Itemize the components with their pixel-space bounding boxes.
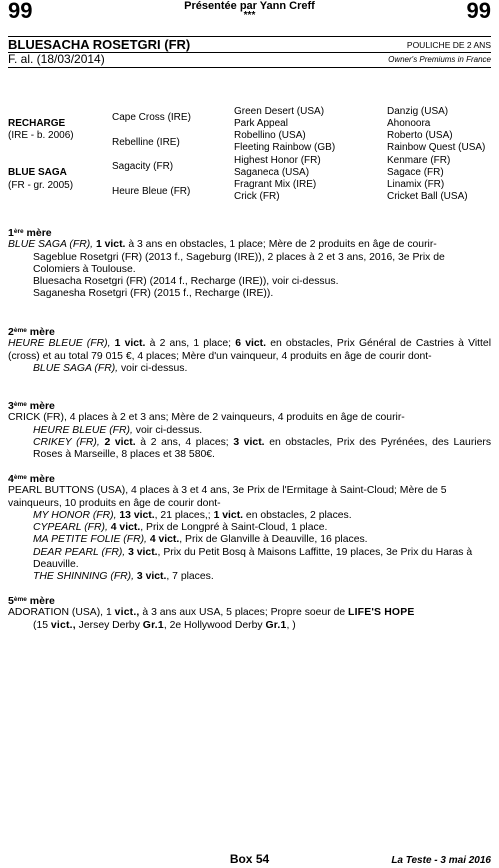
- colour-birthdate: F. al. (18/03/2014): [8, 52, 105, 66]
- gen3-ancestor: Fragrant Mix (IRE): [234, 179, 317, 190]
- section-second-dam: [8, 325, 491, 375]
- dam-name: BLUE SAGA: [8, 167, 67, 178]
- dam-record: BLUE SAGA (FR), 1 vict. à 3 ans en obstacles, 1 place; Mère de 2 produits en âge de courir-: [8, 239, 437, 251]
- gen4-ancestor: Cricket Ball (USA): [387, 191, 468, 202]
- produce-entry: DEAR PEARL (FR), 3 vict., Prix du Petit Bosq à Maisons Laffitte, 19 places, 3e Prix du Haras à Deauville.: [33, 546, 473, 571]
- gen4-ancestor: Kenmare (FR): [387, 155, 451, 166]
- section-fifth-dam: [8, 594, 491, 632]
- produce-entry: Saganesha Rosetgri (FR) (2015 f., Recharge (IRE)).: [33, 288, 274, 300]
- produce-entry: BLUE SAGA (FR), voir ci-dessus.: [33, 362, 188, 374]
- sibling-record: (15 vict., Jersey Derby Gr.1, 2e Hollywood Derby Gr.1, ): [33, 619, 296, 631]
- sire-name: RECHARGE: [8, 118, 66, 129]
- gen4-ancestor: Ahonoora: [387, 118, 431, 129]
- produce-entry: Sageblue Rosetgri (FR) (2013 f., Sageburg (IRE)), 2 places à 2 et 3 ans, 2016, 3e Prix de Colomiers à Toulouse.: [33, 251, 445, 275]
- dam-record: CRICK (FR), 4 places à 2 et 3 ans; Mère de 2 vainqueurs, 4 produits en âge de courir-: [8, 412, 405, 424]
- produce-entry: HEURE BLEUE (FR), voir ci-dessus.: [33, 424, 203, 436]
- gen3-ancestor: Crick (FR): [234, 191, 280, 202]
- gen3-ancestor: Highest Honor (FR): [234, 155, 321, 166]
- produce-entry: THE SHINNING (FR), 3 vict., 7 places.: [33, 571, 214, 583]
- presenter-line: Présentée par Yann Creff: [184, 0, 315, 12]
- horse-name: BLUESACHA ROSETGRI (FR): [8, 37, 191, 52]
- title-bottom-rule: [8, 67, 491, 68]
- sex-age: POULICHE DE 2 ANS: [406, 40, 491, 50]
- gen2-ancestor: Heure Bleue (FR): [112, 186, 191, 197]
- dam-record: ADORATION (USA), 1 vict., à 3 ans aux USA, 5 places; Propre soeur de LIFE'S HOPE: [8, 607, 415, 619]
- gen4-ancestor: Linamix (FR): [387, 179, 445, 190]
- footer-place-date: La Teste - 3 mai 2016: [391, 855, 491, 866]
- section-first-dam: [8, 226, 491, 301]
- produce-entry: MA PETITE FOLIE (FR), 4 vict., Prix de Glanville à Deauville, 16 places.: [33, 534, 368, 546]
- sire-detail: (IRE - b. 2006): [8, 130, 74, 141]
- section-fourth-dam: [8, 472, 491, 584]
- gen2-ancestor: Sagacity (FR): [112, 161, 174, 172]
- gen3-ancestor: Saganeca (USA): [234, 167, 310, 178]
- gen3-ancestor: Park Appeal: [234, 118, 288, 129]
- section-heading: 3ème mère: [8, 400, 55, 412]
- dam-record: HEURE BLEUE (FR), 1 vict. à 2 ans, 1 place; 6 vict. en obstacles, Prix Général de Castries à Vittel (cross) et au total 79 015 €, 4 places; Mère d'un vainqueur, 4 produits en âge de courir dont-: [8, 338, 492, 362]
- dam-detail: (FR - gr. 2005): [8, 180, 74, 191]
- section-heading: 4ème mère: [8, 473, 55, 485]
- lot-number-left: 99: [8, 0, 33, 23]
- gen4-ancestor: Sagace (FR): [387, 167, 444, 178]
- gen2-ancestor: Rebelline (IRE): [112, 137, 180, 148]
- section-heading: 5ème mère: [8, 595, 55, 607]
- gen4-ancestor: Danzig (USA): [387, 106, 449, 117]
- gen3-ancestor: Green Desert (USA): [234, 106, 325, 117]
- produce-entry: CYPEARL (FR), 4 vict., Prix de Longpré à Saint-Cloud, 1 place.: [33, 522, 328, 534]
- section-heading: 2ème mère: [8, 326, 55, 338]
- gen4-ancestor: Roberto (USA): [387, 130, 453, 141]
- section-heading: 1ère mère: [8, 227, 52, 239]
- gen3-ancestor: Robellino (USA): [234, 130, 306, 141]
- premiums-note: Owner's Premiums in France: [388, 55, 491, 64]
- gen2-ancestor: Cape Cross (IRE): [112, 112, 191, 123]
- produce-entry: CRIKEY (FR), 2 vict. à 2 ans, 4 places; 3 vict. en obstacles, Prix des Pyrénées, des Lauriers Roses à Marseille, 8 places et 38 580€.: [33, 436, 492, 461]
- produce-entry: Bluesacha Rosetgri (FR) (2014 f., Recharge (IRE)), voir ci-dessus.: [33, 276, 339, 288]
- section-third-dam: [8, 399, 491, 461]
- footer-box-number: Box 54: [229, 852, 270, 866]
- gen3-ancestor: Fleeting Rainbow (GB): [234, 142, 336, 153]
- produce-entry: MY HONOR (FR), 13 vict., 21 places,; 1 vict. en obstacles, 2 places.: [33, 509, 352, 521]
- dam-record: PEARL BUTTONS (USA), 4 places à 3 et 4 ans, 3e Prix de l'Ermitage à Saint-Cloud; Mère de 5 vainqueurs, 10 produits en âge de courir dont-: [8, 485, 447, 509]
- gen4-ancestor: Rainbow Quest (USA): [387, 142, 486, 153]
- lot-number-right: 99: [466, 0, 491, 23]
- rating-stars: ***: [243, 10, 256, 21]
